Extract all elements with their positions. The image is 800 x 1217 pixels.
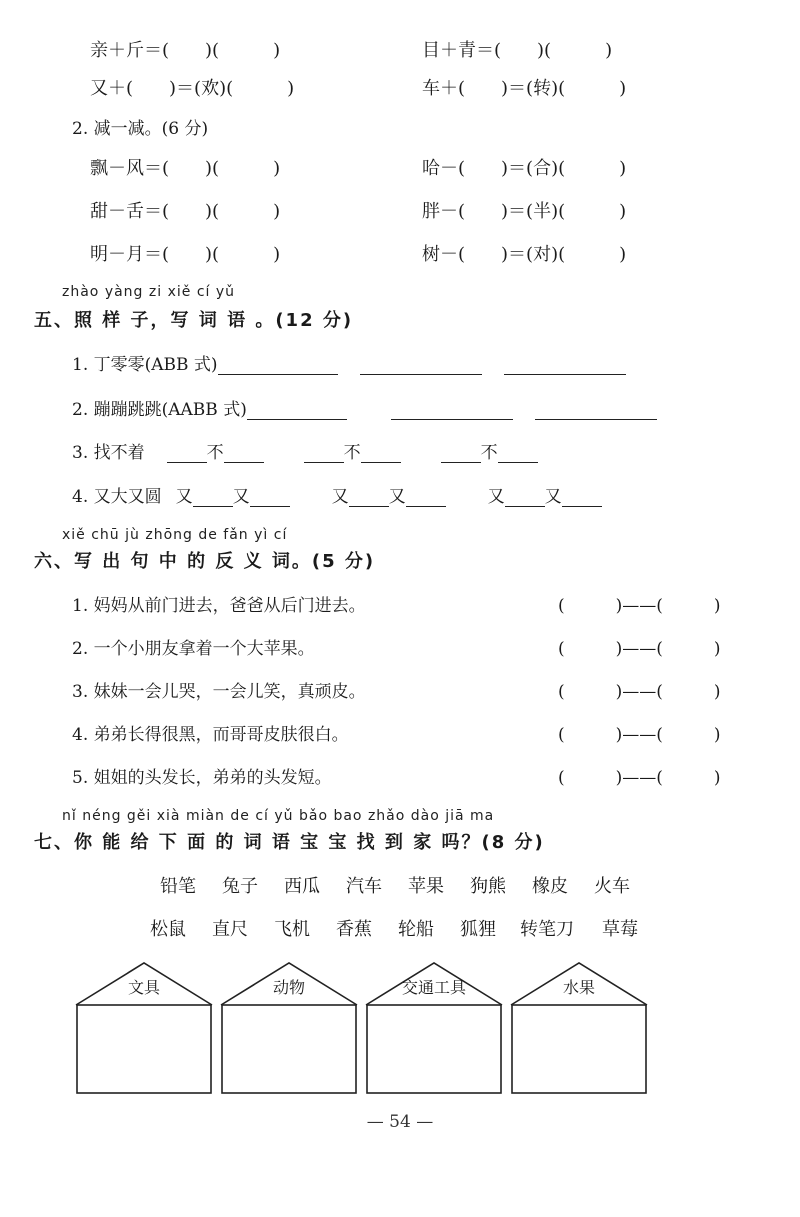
word-item[interactable]: 狗熊 bbox=[470, 876, 506, 897]
answer-line[interactable] bbox=[391, 403, 513, 420]
answer-line[interactable] bbox=[224, 446, 264, 463]
answer-line[interactable] bbox=[535, 403, 657, 420]
q5-3-label: 3. 找不着 bbox=[72, 443, 145, 463]
word-item[interactable]: 西瓜 bbox=[284, 876, 320, 897]
you-char: 又 bbox=[232, 487, 250, 507]
q5-1-label: 1. 丁零零(ABB 式) bbox=[72, 355, 218, 375]
word-item[interactable]: 兔子 bbox=[222, 876, 258, 897]
you-char: 又 bbox=[331, 487, 349, 507]
house-fruit[interactable] bbox=[509, 961, 649, 1095]
you-char: 又 bbox=[175, 487, 193, 507]
q6-answer-5[interactable]: ( )——( ) bbox=[558, 768, 721, 788]
word-item[interactable]: 铅笔 bbox=[160, 876, 196, 897]
q5-2-label: 2. 蹦蹦跳跳(AABB 式) bbox=[72, 400, 247, 420]
word-item[interactable]: 直尺 bbox=[212, 919, 248, 940]
sub-row-3-right: 树－( )＝(对)( ) bbox=[422, 244, 627, 265]
word-item[interactable]: 轮船 bbox=[398, 919, 434, 940]
answer-line[interactable] bbox=[498, 446, 538, 463]
answer-line[interactable] bbox=[193, 490, 233, 507]
house-label: 水果 bbox=[562, 978, 595, 997]
sub-row-2-left: 甜－舌＝( )( ) bbox=[90, 201, 281, 222]
section7-title: 七、你 能 给 下 面 的 词 语 宝 宝 找 到 家 吗？(8 分) bbox=[34, 832, 545, 853]
q6-answer-3[interactable]: ( )——( ) bbox=[558, 682, 721, 702]
section7-pinyin: nǐ néng gěi xià miàn de cí yǔ bǎo bao zhǎo dào jiā ma bbox=[62, 808, 495, 824]
add-row-2-right: 车＋( )＝(转)( ) bbox=[422, 78, 627, 99]
q6-sentence-1: 1. 妈妈从前门进去，爸爸从后门进去。 bbox=[72, 596, 366, 616]
q6-answer-1[interactable]: ( )——( ) bbox=[558, 596, 721, 616]
word-item[interactable]: 狐狸 bbox=[460, 919, 496, 940]
bu-char: 不 bbox=[480, 443, 498, 463]
sub-row-1-left: 飘－风＝( )( ) bbox=[90, 158, 281, 179]
house-label: 动物 bbox=[272, 978, 305, 997]
add-row-2-left: 又＋( )＝(欢)( ) bbox=[90, 78, 295, 99]
you-char: 又 bbox=[487, 487, 505, 507]
sub-row-1-right: 哈－( )＝(合)( ) bbox=[422, 158, 627, 179]
section5-title: 五、照 样 子，写 词 语 。(12 分) bbox=[34, 310, 354, 331]
subtract-question-title: 2. 减一减。(6 分) bbox=[72, 119, 209, 139]
you-char: 又 bbox=[388, 487, 406, 507]
add-row-1-right: 目＋青＝( )( ) bbox=[422, 40, 613, 61]
bu-char: 不 bbox=[343, 443, 361, 463]
word-item[interactable]: 火车 bbox=[594, 876, 630, 897]
q6-sentence-3: 3. 妹妹一会儿哭，一会儿笑，真顽皮。 bbox=[72, 682, 366, 702]
answer-line[interactable] bbox=[360, 358, 482, 375]
word-item[interactable]: 汽车 bbox=[346, 876, 382, 897]
word-item[interactable]: 橡皮 bbox=[532, 876, 568, 897]
q6-sentence-2: 2. 一个小朋友拿着一个大苹果。 bbox=[72, 639, 315, 659]
q6-sentence-5: 5. 姐姐的头发长，弟弟的头发短。 bbox=[72, 768, 332, 788]
q5-2-row bbox=[72, 395, 657, 420]
q5-3-row bbox=[72, 438, 538, 463]
answer-line[interactable] bbox=[361, 446, 401, 463]
section6-pinyin: xiě chū jù zhōng de fǎn yì cí bbox=[62, 527, 288, 543]
answer-line[interactable] bbox=[218, 358, 338, 375]
word-item[interactable]: 苹果 bbox=[408, 876, 444, 897]
answer-line[interactable] bbox=[250, 490, 290, 507]
answer-line[interactable] bbox=[441, 446, 481, 463]
sub-row-2-right: 胖－( )＝(半)( ) bbox=[422, 201, 627, 222]
answer-line[interactable] bbox=[505, 490, 545, 507]
word-item[interactable]: 草莓 bbox=[602, 919, 638, 940]
house-transport[interactable] bbox=[364, 961, 504, 1095]
word-item[interactable]: 松鼠 bbox=[150, 919, 186, 940]
house-animals[interactable] bbox=[219, 961, 359, 1095]
answer-line[interactable] bbox=[504, 358, 626, 375]
answer-line[interactable] bbox=[562, 490, 602, 507]
section6-title: 六、写 出 句 中 的 反 义 词。(5 分) bbox=[34, 551, 376, 572]
page-number: — 54 — bbox=[366, 1112, 434, 1132]
q6-answer-2[interactable]: ( )——( ) bbox=[558, 639, 721, 659]
word-item[interactable]: 飞机 bbox=[274, 919, 310, 940]
house-label: 交通工具 bbox=[401, 978, 466, 997]
answer-line[interactable] bbox=[406, 490, 446, 507]
bu-char: 不 bbox=[206, 443, 224, 463]
sub-row-3-left: 明－月＝( )( ) bbox=[90, 244, 281, 265]
word-item[interactable]: 转笔刀 bbox=[520, 919, 574, 940]
q5-4-row bbox=[72, 482, 602, 507]
q6-answer-4[interactable]: ( )——( ) bbox=[558, 725, 721, 745]
answer-line[interactable] bbox=[349, 490, 389, 507]
house-label: 文具 bbox=[127, 978, 160, 997]
answer-line[interactable] bbox=[304, 446, 344, 463]
word-item[interactable]: 香蕉 bbox=[336, 919, 372, 940]
q6-sentence-4: 4. 弟弟长得很黑，而哥哥皮肤很白。 bbox=[72, 725, 349, 745]
answer-line[interactable] bbox=[167, 446, 207, 463]
q5-1-row bbox=[72, 350, 626, 375]
q5-4-label: 4. 又大又圆 bbox=[72, 487, 162, 507]
section5-pinyin: zhào yàng zi xiě cí yǔ bbox=[62, 284, 236, 300]
add-row-1-left: 亲＋斤＝( )( ) bbox=[90, 40, 281, 61]
you-char: 又 bbox=[544, 487, 562, 507]
house-stationery[interactable] bbox=[74, 961, 214, 1095]
answer-line[interactable] bbox=[247, 403, 347, 420]
